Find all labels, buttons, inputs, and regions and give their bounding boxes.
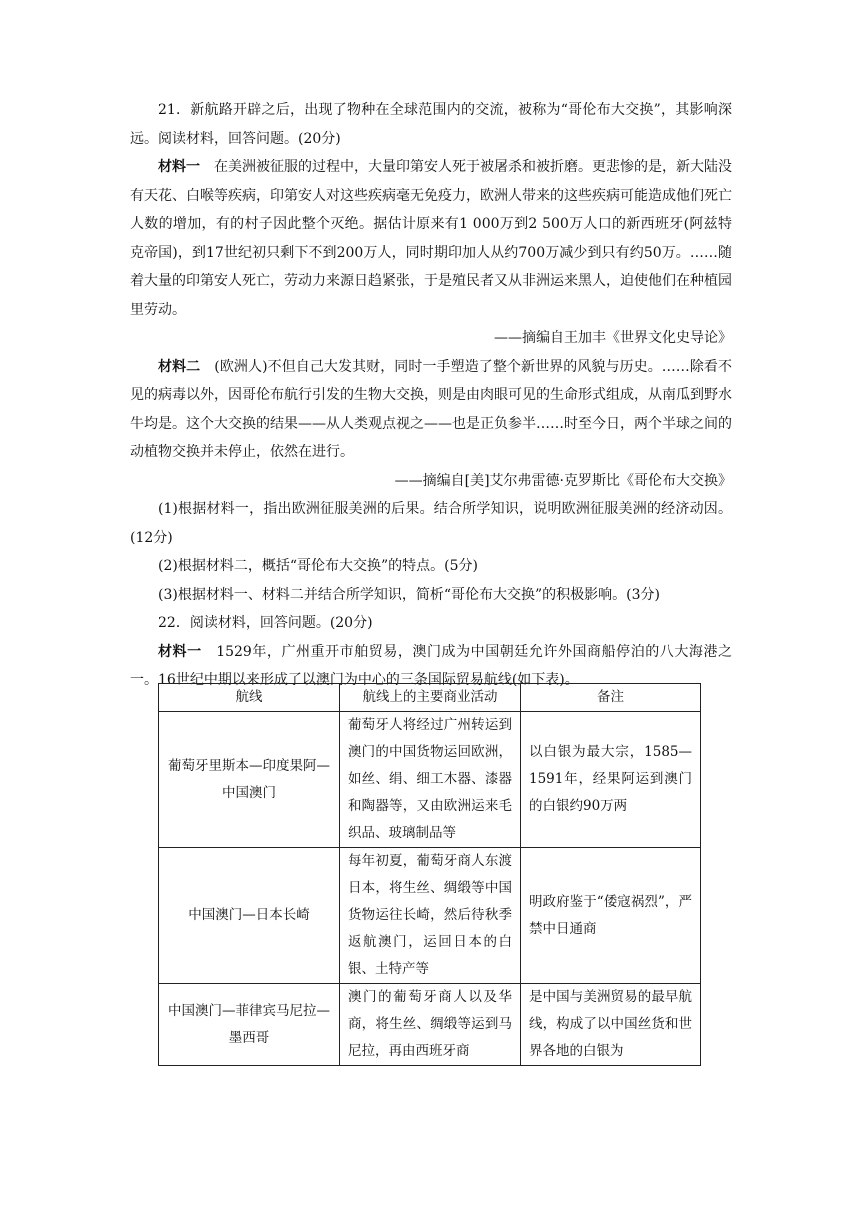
trade-routes-table — [158, 683, 701, 1066]
q21-subquestion-3: (3)根据材料一、材料二并结合所学知识，简析“哥伦布大交换”的积极影响。(3分) — [158, 586, 660, 603]
table-row — [159, 712, 701, 848]
material-text: 在美洲被征服的过程中，大量印第安人死于被屠杀和被折磨。更悲惨的是，新大陆没有天花、白喉等疾病，印第安人对这些疾病毫无免疫力，欧洲人带来的这些疾病可能造成他们死亡人数的增加，有的村子因此整个灭绝。据估计原来有1 000万到2 500万人口的新西班牙(阿兹特克帝国)，到17世纪初只剩下不到200万人，同时期印加人从约700万减少到只有约50万。……随着大量的印第安人死亡，劳动力来源日趋紧张，于是殖民者又从非洲运来黑人，迫使他们在种植园里劳动。 — [130, 159, 732, 318]
note-cell: 明政府鉴于“倭寇祸烈”，严禁中日通商 — [521, 848, 701, 984]
header-note: 备注 — [521, 684, 701, 712]
material-label: 材料一 — [158, 643, 202, 660]
route-cell: 葡萄牙里斯本—印度果阿—中国澳门 — [159, 712, 340, 848]
q21-material-2-source: ——摘编自[美]艾尔弗雷德·克罗斯比《哥伦布大交换》 — [394, 472, 732, 489]
table-header-row — [159, 684, 701, 712]
q21-material-1 — [130, 153, 732, 324]
material-text: (欧洲人)不但自己大发其财，同时一手塑造了整个新世界的风貌与历史。……除看不见的病毒以外，因哥伦布航行引发的生物大交换，则是由肉眼可见的生命形式组成，从南瓜到野水牛均是。这个大交换的结果——从人类观点视之——也是正负参半……时至今日，两个半球之间的动植物交换并未停止，依然在进行。 — [130, 358, 733, 460]
q21-material-2 — [130, 353, 732, 467]
header-activity: 航线上的主要商业活动 — [340, 684, 521, 712]
activity-cell: 葡萄牙人将经过广州转运到澳门的中国货物运回欧洲，如丝、绢、细工木器、漆器和陶器等，又由欧洲运来毛织品、玻璃制品等 — [340, 712, 521, 848]
q22-intro: 22．阅读材料，回答问题。(20分) — [158, 615, 373, 631]
header-route: 航线 — [159, 684, 340, 712]
material-text: 1529年，广州重开市舶贸易，澳门成为中国朝廷允许外国商船停泊的八大海港之一。16世纪中期以来形成了以澳门为中心的三条国际贸易航线(如下表)。 — [130, 643, 732, 688]
page-bottom-margin — [0, 1097, 860, 1216]
q21-subquestion-2: (2)根据材料二，概括“哥伦布大交换”的特点。(5分) — [158, 558, 478, 574]
activity-cell: 每年初夏，葡萄牙商人东渡日本，将生丝、绸缎等中国货物运往长崎，然后待秋季返航澳门，运回日本的白银、土特产等 — [340, 848, 521, 984]
note-cell: 是中国与美洲贸易的最早航线，构成了以中国丝货和世界各地的白银为 — [521, 984, 701, 1066]
material-label: 材料二 — [158, 358, 201, 375]
table-row — [159, 848, 701, 984]
q21-subquestion-1: (1)根据材料一，指出欧洲征服美洲的后果。结合所学知识，说明欧洲征服美洲的经济动因。(12分) — [130, 501, 732, 546]
note-cell: 以白银为最大宗，1585—1591年，经果阿运到澳门的白银约90万两 — [521, 712, 701, 848]
q21-material-1-source: ——摘编自王加丰《世界文化史导论》 — [494, 330, 732, 346]
route-cell: 中国澳门—菲律宾马尼拉—墨西哥 — [159, 984, 340, 1066]
activity-cell: 澳门的葡萄牙商人以及华商，将生丝、绸缎等运到马尼拉，再由西班牙商 — [340, 984, 521, 1066]
material-label: 材料一 — [158, 159, 200, 175]
document-page — [130, 96, 732, 695]
table-row — [159, 984, 701, 1066]
q21-intro: 21．新航路开辟之后，出现了物种在全球范围内的交流，被称为“哥伦布大交换”，其影响深远。阅读材料，回答问题。(20分) — [130, 102, 732, 147]
route-cell: 中国澳门—日本长崎 — [159, 848, 340, 984]
